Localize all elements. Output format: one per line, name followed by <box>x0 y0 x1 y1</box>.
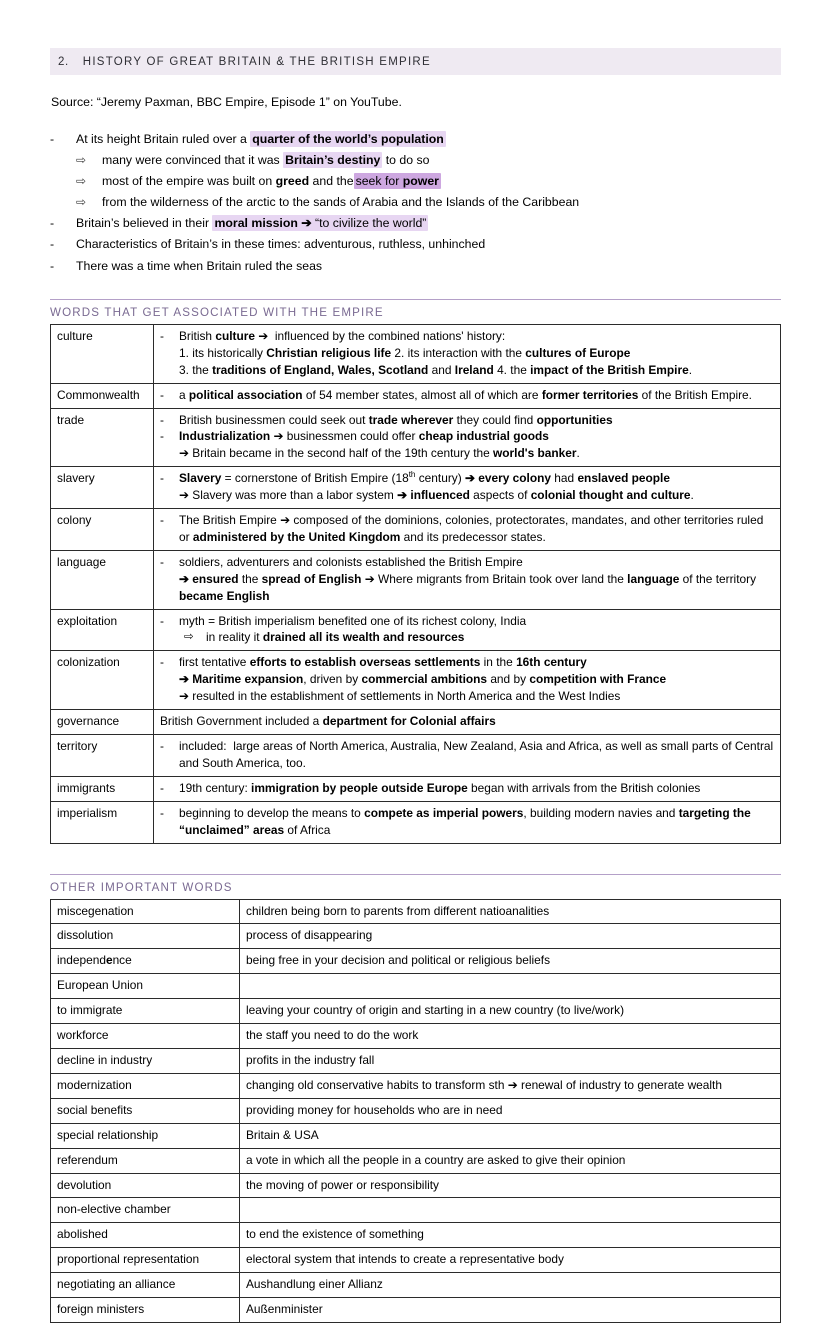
dash-bullet-icon: - <box>50 258 55 273</box>
dash-bullet-icon: - <box>160 387 164 402</box>
term-cell: modernization <box>51 1073 240 1098</box>
bullet-item <box>50 131 781 148</box>
table-row <box>51 509 781 551</box>
table-row <box>51 1223 781 1248</box>
definition-text: Slavery = cornerstone of British Empire (18th century) ➔ every colony had enslaved people <box>179 470 670 486</box>
term-cell: slavery <box>51 467 154 509</box>
definition-cell: electoral system that intends to create a representative body <box>240 1248 781 1273</box>
definition-line <box>160 445 775 462</box>
bullet-item <box>50 152 781 169</box>
definition-text: British businessmen could seek out trade wherever they could find opportunities <box>179 412 613 427</box>
table-row <box>51 924 781 949</box>
term-cell: miscegenation <box>51 899 240 924</box>
definition-cell <box>154 651 781 710</box>
chapter-header-bar <box>50 48 781 75</box>
definition-text: ➔ resulted in the establishment of settlements in North America and the West Indies <box>179 689 621 704</box>
section-empire-words <box>50 299 781 844</box>
definition-line <box>160 688 775 705</box>
term-cell: social benefits <box>51 1098 240 1123</box>
table-row <box>51 949 781 974</box>
dash-bullet-icon: - <box>160 513 164 528</box>
dash-bullet-icon: - <box>160 739 164 753</box>
bullet-item <box>50 215 781 232</box>
section-divider-rule-2 <box>50 874 781 875</box>
definition-cell: being free in your decision and political or religious beliefs <box>240 949 781 974</box>
dash-bullet-icon: - <box>50 131 55 146</box>
table-row <box>51 1073 781 1098</box>
definition-line <box>160 470 775 487</box>
dash-bullet-icon: - <box>160 805 164 820</box>
definition-cell <box>154 408 781 467</box>
dash-bullet-icon: - <box>50 215 55 230</box>
definition-cell <box>154 735 781 777</box>
definition-line <box>160 780 775 797</box>
definition-cell <box>154 776 781 801</box>
definition-text: ➔ Slavery was more than a labor system ➔ influenced aspects of colonial thought and culture. <box>179 488 694 503</box>
source-line: Source: “Jeremy Paxman, BBC Empire, Episode 1” on YouTube. <box>51 95 402 109</box>
definition-cell <box>154 609 781 651</box>
definition-line <box>160 613 775 630</box>
definition-line <box>160 805 775 839</box>
term-cell: culture <box>51 324 154 383</box>
table-row <box>51 1198 781 1223</box>
term-cell: European Union <box>51 974 240 999</box>
bullet-text: At its height Britain ruled over a quarter of the world’s population <box>76 131 444 146</box>
dash-bullet-icon: - <box>160 429 164 444</box>
table-row <box>51 1098 781 1123</box>
definition-text: 3. the traditions of England, Wales, Scotland and Ireland 4. the impact of the British Empire. <box>179 362 693 377</box>
table-row <box>51 408 781 467</box>
section-divider-rule <box>50 299 781 300</box>
definition-cell: leaving your country of origin and starting in a new country (to live/work) <box>240 999 781 1024</box>
definition-cell: the staff you need to do the work <box>240 1024 781 1049</box>
definition-line <box>160 387 775 404</box>
bullet-item <box>50 194 781 211</box>
term-cell: independence <box>51 949 240 974</box>
definition-cell: providing money for households who are in need <box>240 1098 781 1123</box>
definition-line <box>160 654 775 671</box>
table-row <box>51 383 781 408</box>
definition-cell <box>240 974 781 999</box>
definition-text: soldiers, adventurers and colonists established the British Empire <box>179 554 523 569</box>
chapter-title: HISTORY OF GREAT BRITAIN & THE BRITISH EMPIRE <box>82 55 431 68</box>
definition-cell <box>154 509 781 551</box>
term-cell: Commonwealth <box>51 383 154 408</box>
term-cell: workforce <box>51 1024 240 1049</box>
definition-line <box>160 629 775 646</box>
table-row <box>51 776 781 801</box>
definition-cell: children being born to parents from different natioanalities <box>240 899 781 924</box>
table-row <box>51 1024 781 1049</box>
intro-bullet-list <box>50 131 781 275</box>
term-cell: colonization <box>51 651 154 710</box>
definition-line <box>160 571 775 605</box>
term-cell: referendum <box>51 1148 240 1173</box>
bullet-text: from the wilderness of the arctic to the sands of Arabia and the Islands of the Caribbean <box>102 195 580 209</box>
definition-text: The British Empire ➔ composed of the dominions, colonies, protectorates, mandates, and other territories ruled or administered by the United Kingdom and its predecessor states. <box>179 513 764 544</box>
term-cell: to immigrate <box>51 999 240 1024</box>
dash-bullet-icon: - <box>160 655 164 670</box>
dash-bullet-icon: - <box>160 471 164 486</box>
table-row <box>51 801 781 843</box>
definition-line <box>160 671 775 688</box>
other-words-table <box>50 899 781 1323</box>
table-row <box>51 1173 781 1198</box>
term-cell: trade <box>51 408 154 467</box>
definition-text: a political association of 54 member states, almost all of which are former territories of the British Empire. <box>179 387 752 402</box>
term-cell: territory <box>51 735 154 777</box>
section-empire-title: WORDS THAT GET ASSOCIATED WITH THE EMPIRE <box>50 305 384 319</box>
definition-line: British Government included a department for Colonial affairs <box>160 714 496 729</box>
dash-bullet-icon: - <box>50 237 55 252</box>
term-cell: negotiating an alliance <box>51 1273 240 1298</box>
dash-bullet-icon: - <box>160 613 164 628</box>
definition-line <box>160 412 775 429</box>
definition-text: ➔ ensured the spread of English ➔ Where migrants from Britain took over land the language of the territory became English <box>179 571 757 603</box>
term-cell: proportional representation <box>51 1248 240 1273</box>
dash-bullet-icon: - <box>160 328 164 343</box>
term-cell: decline in industry <box>51 1048 240 1073</box>
definition-text: 19th century: immigration by people outside Europe began with arrivals from the British colonies <box>179 780 701 795</box>
definition-text: ➔ Maritime expansion, driven by commercial ambitions and by competition with France <box>179 672 667 687</box>
term-cell: dissolution <box>51 924 240 949</box>
arrow-bullet-icon: ⇨ <box>76 153 87 168</box>
bullet-item <box>50 258 781 275</box>
definition-cell: a vote in which all the people in a country are asked to give their opinion <box>240 1148 781 1173</box>
bullet-text: Characteristics of Britain’s in these times: adventurous, ruthless, unhinched <box>76 237 486 252</box>
arrow-bullet-icon: ⇨ <box>76 195 87 209</box>
table-row <box>51 550 781 609</box>
term-cell: non-elective chamber <box>51 1198 240 1223</box>
definition-cell: the moving of power or responsibility <box>240 1173 781 1198</box>
definition-text: 1. its historically Christian religious life 2. its interaction with the cultures of Europe <box>179 345 631 360</box>
chapter-number: 2. <box>58 55 69 68</box>
table-row <box>51 735 781 777</box>
definition-cell: Aushandlung einer Allianz <box>240 1273 781 1298</box>
arrow-bullet-icon: ⇨ <box>76 174 87 189</box>
definition-line <box>160 738 775 772</box>
definition-line <box>160 487 775 504</box>
dash-bullet-icon: - <box>160 780 164 795</box>
definition-cell <box>154 467 781 509</box>
table-row <box>51 999 781 1024</box>
definition-line <box>160 345 775 362</box>
table-row <box>51 1148 781 1173</box>
dash-bullet-icon: - <box>160 554 164 569</box>
arrow-bullet-icon: ⇨ <box>184 631 194 644</box>
definition-text: myth = British imperialism benefited one of its richest colony, India <box>179 613 527 628</box>
definition-line <box>160 362 775 379</box>
table-row <box>51 1298 781 1323</box>
bullet-text: most of the empire was built on greed and the seek for power <box>102 174 439 189</box>
empire-words-table <box>50 324 781 844</box>
definition-line <box>160 554 775 571</box>
term-cell: governance <box>51 710 154 735</box>
definition-cell <box>154 383 781 408</box>
definition-text: Industrialization ➔ businessmen could offer cheap industrial goods <box>179 429 549 444</box>
bullet-text: many were convinced that it was Britain’s destiny to do so <box>102 153 430 168</box>
bullet-item <box>50 236 781 253</box>
definition-cell <box>154 710 781 735</box>
definition-cell <box>154 801 781 843</box>
definition-text: included: large areas of North America, Australia, New Zealand, Asia and Africa, as well as small parts of Central and South America, too. <box>179 739 774 770</box>
definition-line <box>160 428 775 445</box>
definition-text: first tentative efforts to establish overseas settlements in the 16th century <box>179 655 587 670</box>
table-row <box>51 974 781 999</box>
term-cell: colony <box>51 509 154 551</box>
term-cell: foreign ministers <box>51 1298 240 1323</box>
term-cell: imperialism <box>51 801 154 843</box>
definition-cell <box>240 1198 781 1223</box>
dash-bullet-icon: - <box>160 412 164 427</box>
bullet-text: There was a time when Britain ruled the seas <box>76 258 323 273</box>
table-row <box>51 324 781 383</box>
term-cell: exploitation <box>51 609 154 651</box>
table-row <box>51 1248 781 1273</box>
definition-text: beginning to develop the means to compete as imperial powers, building modern navies and targeting the “unclaimed” areas of Africa <box>179 805 751 837</box>
term-cell: devolution <box>51 1173 240 1198</box>
bullet-text: Britain’s believed in their moral mission ➔ “to civilize the world” <box>76 215 427 230</box>
definition-line <box>160 328 775 345</box>
table-row <box>51 1273 781 1298</box>
table-row <box>51 1123 781 1148</box>
definition-text: ➔ Britain became in the second half of the 19th century the world's banker. <box>179 446 580 461</box>
term-cell: immigrants <box>51 776 154 801</box>
section-other-words <box>50 874 781 1323</box>
definition-cell <box>154 324 781 383</box>
term-cell: language <box>51 550 154 609</box>
term-cell: abolished <box>51 1223 240 1248</box>
definition-text: in reality it drained all its wealth and resources <box>206 630 465 645</box>
section-other-title: OTHER IMPORTANT WORDS <box>50 880 233 894</box>
definition-cell: to end the existence of something <box>240 1223 781 1248</box>
definition-cell: changing old conservative habits to transform sth ➔ renewal of industry to generate wealth <box>240 1073 781 1098</box>
table-row <box>51 899 781 924</box>
bullet-item <box>50 173 781 190</box>
definition-cell: Außenminister <box>240 1298 781 1323</box>
term-cell: special relationship <box>51 1123 240 1148</box>
table-row <box>51 467 781 509</box>
definition-line <box>160 512 775 546</box>
table-row <box>51 1048 781 1073</box>
table-row <box>51 710 781 735</box>
definition-text: British culture ➔ influenced by the combined nations' history: <box>179 328 506 343</box>
definition-cell <box>154 550 781 609</box>
definition-cell: process of disappearing <box>240 924 781 949</box>
table-row <box>51 609 781 651</box>
definition-cell: Britain & USA <box>240 1123 781 1148</box>
table-row <box>51 651 781 710</box>
definition-cell: profits in the industry fall <box>240 1048 781 1073</box>
